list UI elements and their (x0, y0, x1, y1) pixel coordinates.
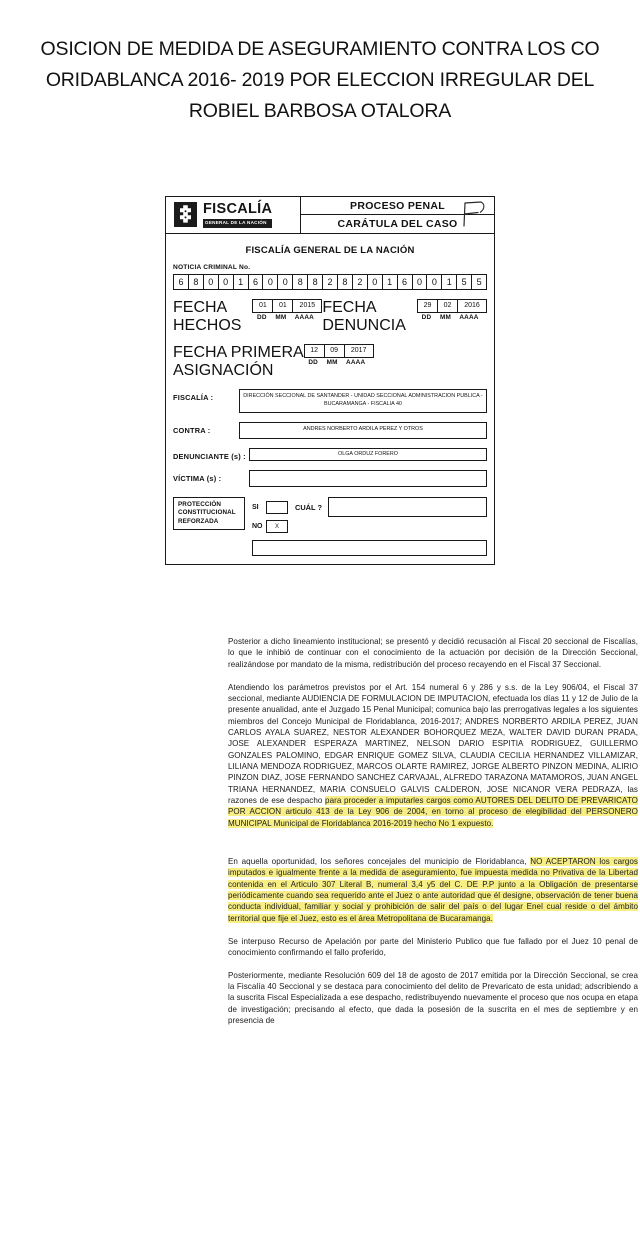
noticia-digit: 6 (174, 275, 189, 289)
proteccion-constitucional-section (173, 497, 487, 536)
fecha-hechos-group (173, 299, 322, 335)
extra-blank-field[interactable] (252, 540, 487, 556)
body-paragraph-3-highlight: NO ACEPTARON los cargos imputados e igualmente frente a la medida de aseguramiento, fue impuesta medida no Privativa de la Libertad contenida en el Articulo 307 Literal B, numeral 3,4 y5 del C. DE P.P junto a la Obligación de presentarse periódicamente cuando sea requerido ante el Juez o ante autoridad que él designe, observación de tener buena conducta individual, familiar y social y prohibición de salir del país o del lugar Enel cual reside o del ámbito territorial que fije el Juez, esto es el área Metropolitana de Bucaramanga. (228, 857, 638, 923)
proteccion-label-line3: REFORZADA (178, 517, 219, 525)
noticia-digit: 8 (293, 275, 308, 289)
noticia-digit: 0 (427, 275, 442, 289)
denunciante-value: OLGA ORDUZ FORERO (249, 448, 487, 462)
field-fiscalia (173, 389, 487, 413)
fecha-denuncia-group (322, 299, 487, 335)
form-header-titles (301, 197, 494, 233)
noticia-digit: 0 (204, 275, 219, 289)
entity-name: FISCALÍA GENERAL DE LA NACIÓN (245, 244, 415, 256)
si-checkbox[interactable] (266, 501, 288, 514)
dmy-caption-aaaa: AAAA (346, 358, 366, 366)
fecha-hechos-dd: 01 (253, 300, 273, 312)
page-title (0, 34, 640, 127)
cual-input[interactable] (328, 497, 487, 517)
fecha-primera-asignacion-group (173, 344, 374, 380)
proteccion-label (173, 497, 245, 530)
noticia-digit: 2 (323, 275, 338, 289)
form-header-title-caratula: CARÁTULA DEL CASO (337, 217, 458, 230)
body-paragraph-3 (228, 856, 638, 924)
cual-label: CUÁL ? (295, 502, 322, 512)
fiscalia-logo-name: FISCALÍA (203, 201, 273, 217)
noticia-digit: 1 (442, 275, 457, 289)
dmy-caption-mm: MM (439, 313, 452, 321)
body-paragraph-2-plain: Atendiendo los parámetros previstos por el Art. 154 numeral 6 y 286 y s.s. de la Ley 906/04, el Fiscal 37 seccional, mediante AUDIENCIA DE FORMULACION DE IMPUTACION, efectuada los días 11 y 12 de Julio de la presente anualidad, ante el Juzgado 15 Penal Municipal; comunica bajo las prerrogativas legales a los siguientes miembros del Concejo Municipal de Floridablanca, 2016-2017; ANDRES NORBERTO ARDILA PEREZ, JUAN CARLOS AYALA SUAREZ, NESTOR ALEXANDER BOHORQUEZ MEZA, WALTER DAVID DURAN PRADA, JOSE ALEXANDER ESPERAZA MARTINEZ, NELSON DARIO ESPITIA RODRIGUEZ, GUILLERMO GONZALES PALOMINO, EDGAR ENRIQUE GOMEZ SILVA, CLAUDIA CECILIA HERNANDEZ VILLAMIZAR, LILIANA MENDOZA RODRIGUEZ, MARCOS OLARTE RAMIREZ, JORGE ALBERTO PINZON MEDINA, ALIRIO PINZON DIAZ, JOSE FERNANDO SANCHEZ CARVAJAL, ALFREDO TARAZONA MATAMOROS, JUAN ANGEL TRIANA HERNANDEZ, MARIA CONSUELO GALVIS CALDERON, JOSE NICANOR VERA PEDRAZA, las razones de ese despacho (228, 682, 638, 805)
no-checkbox[interactable]: X (266, 520, 288, 533)
fiscalia-value: DIRECCIÓN SECCIONAL DE SANTANDER - UNIDAD SECCIONAL ADMINISTRACION PUBLICA - BUCARAMANGA - FISCALIA 40 (239, 389, 487, 413)
fecha-primera-label (173, 344, 304, 380)
noticia-digit: 5 (476, 276, 482, 287)
fecha-denuncia-aaaa: 2016 (464, 301, 480, 309)
body-paragraph-4: Se interpuso Recurso de Apelación por parte del Ministerio Publico que fue fallado por el Juez 10 penal de conocimiento confirmando el fallo proferido, (228, 936, 638, 957)
si-label: SI (252, 503, 259, 511)
dmy-caption-dd: DD (257, 313, 267, 321)
noticia-digit: 0 (219, 275, 234, 289)
fecha-primera-aaaa: 2017 (350, 346, 367, 354)
body-paragraph-1: Posterior a dicho lineamiento institucional; se presentó y decidió recusación al Fiscal 20 seccional de Fiscalías, lo que le inhibió de continuar con el conocimiento de la actuación por decisión de la Dirección Seccional, realizándose por mandato de la misma, redistribución del proceso recayendo en el Fiscal 37 Seccional. (228, 637, 638, 669)
form-header (166, 197, 494, 234)
page-title-line-3: ROBIEL BARBOSA OTALORA (188, 100, 452, 122)
dmy-caption-aaaa: AAAA (459, 313, 479, 321)
noticia-digit: 2 (353, 275, 368, 289)
fecha-hechos-label: FECHA HECHOS (173, 298, 242, 334)
proteccion-label-line2: CONSTITUCIONAL (178, 509, 236, 517)
fiscalia-logo-subtitle: GENERAL DE LA NACIÓN (203, 219, 272, 228)
contra-value: ANDRES NORBERTO ARDILA PEREZ Y OTROS (239, 422, 487, 439)
noticia-digit: 6 (249, 275, 264, 289)
dmy-caption-aaaa: AAAA (294, 313, 314, 321)
field-denunciante (173, 448, 487, 462)
fiscalia-label: FISCALÍA : (173, 392, 214, 402)
no-label: NO (252, 523, 263, 531)
fecha-primera-dd: 12 (305, 345, 325, 357)
dmy-caption-mm: MM (326, 358, 338, 366)
fecha-primera-label-line1: FECHA PRIMERA (173, 343, 304, 361)
fecha-denuncia-dd: 29 (418, 300, 438, 312)
form-header-title-proceso: PROCESO PENAL (301, 197, 494, 215)
noticia-digit: 0 (278, 275, 293, 289)
noticia-digit: 0 (413, 275, 428, 289)
fiscalia-emblem-icon (174, 202, 197, 227)
noticia-digit: 6 (398, 275, 413, 289)
case-cover-form (165, 196, 495, 565)
page-title-line-2: ORIDABLANCA 2016- 2019 POR ELECCION IRREGULAR DEL (45, 69, 595, 91)
dates-row-1 (173, 299, 487, 335)
victima-value (249, 470, 487, 487)
fecha-primera-mm: 09 (325, 345, 345, 357)
denunciante-label: DENUNCIANTE (s) : (173, 451, 246, 461)
fecha-primera-label-line2: ASIGNACIÓN (173, 361, 274, 379)
noticia-digit: 5 (457, 275, 472, 289)
noticia-digit: 8 (308, 275, 323, 289)
noticia-digit: 1 (383, 275, 398, 289)
field-victima (173, 470, 487, 487)
dates-row-2 (173, 344, 487, 380)
noticia-digit: 8 (189, 275, 204, 289)
noticia-digit: 0 (263, 275, 278, 289)
field-contra (173, 422, 487, 439)
page-title-line-1: OSICION DE MEDIDA DE ASEGURAMIENTO CONTRA LOS CO (40, 38, 600, 60)
noticia-digit: 0 (368, 275, 383, 289)
body-paragraph-5: Posteriormente, mediante Resolución 609 del 18 de agosto de 2017 emitida por la Dirección Seccional, se crea la Fiscalía 40 Seccional y se destaca para conocimiento del delito de Prevaricato de esta unidad; adscribiendo a la suscrita Fiscal Especializada a ese despacho, redistribuyendo nuevamente el proceso que nos ocupa en etapa de investigación; precisando al efecto, que dada la posesión de la suscrita en el mes de septiembre y en presencia de (228, 970, 638, 1026)
fecha-hechos-aaaa: 2015 (299, 301, 316, 309)
fecha-denuncia-label: FECHA DENUNCIA (322, 298, 406, 334)
fecha-hechos-mm: 01 (273, 300, 293, 312)
proteccion-label-line1: PROTECCIÓN (178, 501, 221, 509)
dmy-caption-dd: DD (421, 313, 432, 321)
body-paragraph-2 (228, 682, 638, 829)
fecha-denuncia-mm: 02 (438, 300, 458, 312)
document-body (228, 636, 638, 1038)
dmy-caption-dd: DD (308, 358, 318, 366)
victima-label: VÍCTIMA (s) : (173, 474, 222, 484)
body-paragraph-2-highlight: para proceder a imputarles cargos como AUTORES DEL DELITO DE PREVARICATO POR ACCION articulo 413 de la Ley 906 de 2004, en torno al proceso de elegibilidad del PERSONERO MUNICIPAL Municipal de Floridablanca 2016-2019 hecho No 1 expuesto. (228, 795, 638, 828)
noticia-criminal-digits (173, 274, 487, 290)
noticia-digit: 8 (338, 275, 353, 289)
noticia-criminal-label: NOTICIA CRIMINAL No. (173, 263, 251, 271)
body-paragraph-3-plain: En aquella oportunidad, los señores concejales del municipio de Floridablanca, (228, 857, 531, 866)
contra-label: CONTRA : (173, 425, 211, 435)
fiscalia-logo (166, 197, 301, 233)
noticia-digit: 1 (234, 275, 249, 289)
dmy-caption-mm: MM (275, 313, 287, 321)
